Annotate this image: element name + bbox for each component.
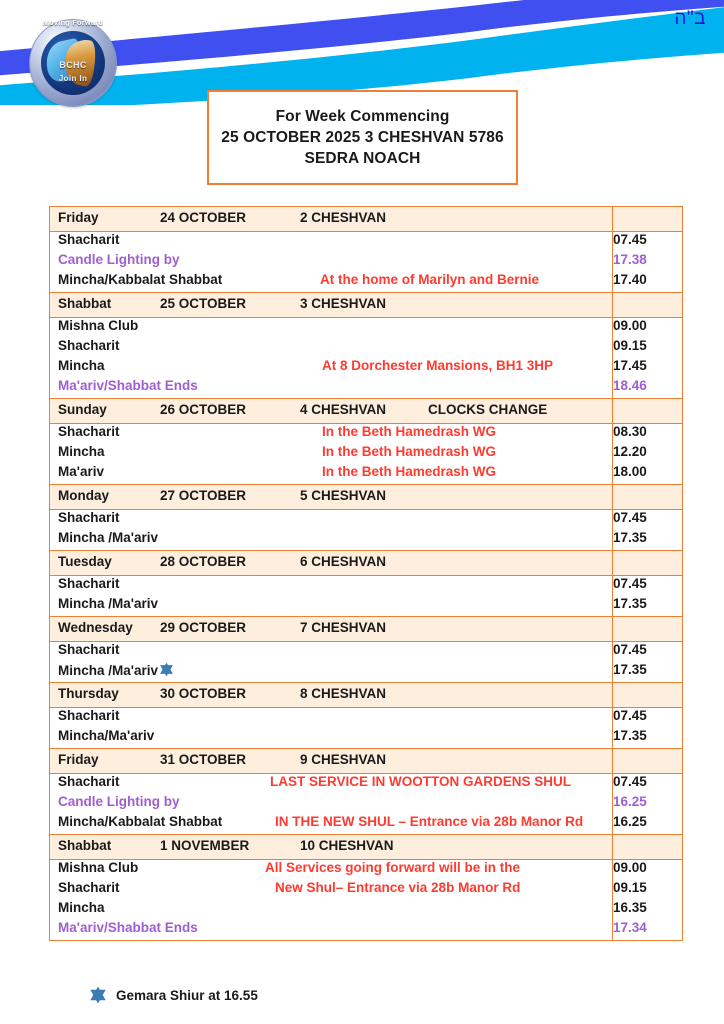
day-header-row <box>50 683 683 708</box>
services-cell <box>50 576 613 617</box>
services-row <box>50 860 683 941</box>
service-time: 16.25 <box>613 794 647 809</box>
hebrew-date: 4 CHESHVAN <box>300 402 387 417</box>
service-line <box>50 358 612 378</box>
service-time: 18.46 <box>613 378 647 393</box>
service-line <box>50 576 612 596</box>
service-line <box>50 774 612 794</box>
day-header-time-cell <box>613 207 683 232</box>
day-header-time-cell <box>613 293 683 318</box>
service-time: 07.45 <box>613 642 647 657</box>
week-title-box <box>207 90 518 185</box>
services-row <box>50 232 683 293</box>
service-line <box>50 272 612 292</box>
service-line <box>50 530 612 550</box>
service-time: 17.35 <box>613 728 647 743</box>
day-header-cell <box>50 399 613 424</box>
day-date: 29 OCTOBER <box>160 620 247 635</box>
times-cell <box>613 774 683 835</box>
day-header-row <box>50 835 683 860</box>
service-label: Ma'ariv/Shabbat Ends <box>58 920 198 935</box>
service-time: 09.00 <box>613 860 647 875</box>
service-label: Mincha /Ma'ariv <box>58 530 158 545</box>
service-line <box>50 252 612 272</box>
service-time: 09.15 <box>613 338 647 353</box>
day-date: 28 OCTOBER <box>160 554 247 569</box>
service-line <box>50 662 612 682</box>
service-line <box>50 880 612 900</box>
service-label: Shacharit <box>58 708 120 723</box>
service-line <box>50 814 612 834</box>
service-line <box>50 920 612 940</box>
hebrew-date: 3 CHESHVAN <box>300 296 387 311</box>
day-header-note: CLOCKS CHANGE <box>428 402 548 417</box>
service-time: 16.25 <box>613 814 647 829</box>
service-label: Shacharit <box>58 774 120 789</box>
day-name: Friday <box>58 210 99 225</box>
service-line <box>50 232 612 252</box>
service-label: Ma'ariv <box>58 464 104 479</box>
title-line-3: SEDRA NOACH <box>304 149 421 167</box>
day-header-time-cell <box>613 835 683 860</box>
service-label: Shacharit <box>58 338 120 353</box>
services-cell <box>50 860 613 941</box>
day-name: Wednesday <box>58 620 133 635</box>
day-name: Tuesday <box>58 554 112 569</box>
service-label: Shacharit <box>58 510 120 525</box>
service-label: Mincha/Kabbalat Shabbat <box>58 272 223 287</box>
service-label-wrap <box>58 662 174 678</box>
service-time: 18.00 <box>613 464 647 479</box>
service-line <box>50 464 612 484</box>
service-label: Shacharit <box>58 642 120 657</box>
service-line <box>50 424 612 444</box>
service-time: 17.35 <box>613 662 647 677</box>
day-name: Monday <box>58 488 110 503</box>
day-header-cell <box>50 617 613 642</box>
day-date: 24 OCTOBER <box>160 210 247 225</box>
day-header-time-cell <box>613 617 683 642</box>
day-date: 31 OCTOBER <box>160 752 247 767</box>
service-note: In the Beth Hamedrash WG <box>322 464 497 479</box>
bh-hebrew-label: ב"ה <box>674 8 706 29</box>
service-time: 07.45 <box>613 232 647 247</box>
service-line <box>50 338 612 358</box>
times-cell <box>613 424 683 485</box>
services-row <box>50 318 683 399</box>
legend-text: Gemara Shiur at 16.55 <box>116 987 258 1003</box>
service-time: 17.35 <box>613 530 647 545</box>
times-cell <box>613 510 683 551</box>
services-row <box>50 708 683 749</box>
service-time: 07.45 <box>613 708 647 723</box>
service-label: Shacharit <box>58 576 120 591</box>
services-cell <box>50 774 613 835</box>
day-header-row <box>50 617 683 642</box>
service-time: 17.38 <box>613 252 647 267</box>
service-line <box>50 794 612 814</box>
times-cell <box>613 576 683 617</box>
logo-top-text: Moving Forward <box>42 18 104 27</box>
service-time: 17.40 <box>613 272 647 287</box>
service-note: IN THE NEW SHUL – Entrance via 28b Manor Rd <box>275 814 584 829</box>
day-header-cell <box>50 485 613 510</box>
service-label: Shacharit <box>58 880 120 895</box>
day-header-cell <box>50 207 613 232</box>
hebrew-date: 6 CHESHVAN <box>300 554 387 569</box>
title-line-2: 25 OCTOBER 2025 3 CHESHVAN 5786 <box>221 128 504 146</box>
title-line-1: For Week Commencing <box>275 107 450 125</box>
service-label: Mincha <box>58 900 105 915</box>
service-label: Mincha /Ma'ariv <box>58 596 158 611</box>
service-label: Candle Lighting by <box>58 794 180 809</box>
service-label: Mishna Club <box>58 860 139 875</box>
hebrew-date: 8 CHESHVAN <box>300 686 387 701</box>
day-header-row <box>50 293 683 318</box>
service-note: In the Beth Hamedrash WG <box>322 424 497 439</box>
services-cell <box>50 424 613 485</box>
service-label: Mincha <box>58 444 105 459</box>
times-cell <box>613 318 683 399</box>
service-time: 07.45 <box>613 576 647 591</box>
day-header-time-cell <box>613 399 683 424</box>
services-row <box>50 576 683 617</box>
service-label: Shacharit <box>58 424 120 439</box>
service-line <box>50 596 612 616</box>
service-time: 07.45 <box>613 510 647 525</box>
day-header-time-cell <box>613 485 683 510</box>
times-cell <box>613 708 683 749</box>
service-time: 17.45 <box>613 358 647 373</box>
services-row <box>50 774 683 835</box>
service-time: 17.35 <box>613 596 647 611</box>
service-line <box>50 378 612 398</box>
service-label: Mincha/Ma'ariv <box>58 728 155 743</box>
star-of-david-icon <box>159 662 174 677</box>
service-note: New Shul– Entrance via 28b Manor Rd <box>275 880 521 895</box>
services-cell <box>50 232 613 293</box>
day-date: 1 NOVEMBER <box>160 838 250 853</box>
service-time: 09.15 <box>613 880 647 895</box>
service-line <box>50 318 612 338</box>
day-date: 27 OCTOBER <box>160 488 247 503</box>
star-of-david-icon <box>89 986 107 1004</box>
day-header-cell <box>50 835 613 860</box>
service-note: At 8 Dorchester Mansions, BH1 3HP <box>322 358 554 373</box>
day-name: Shabbat <box>58 838 112 853</box>
services-row <box>50 424 683 485</box>
day-header-cell <box>50 749 613 774</box>
day-header-time-cell <box>613 683 683 708</box>
service-time: 09.00 <box>613 318 647 333</box>
service-line <box>50 708 612 728</box>
day-date: 25 OCTOBER <box>160 296 247 311</box>
service-note: All Services going forward will be in the <box>265 860 521 875</box>
service-line <box>50 900 612 920</box>
service-label: Mincha /Ma'ariv <box>58 663 158 678</box>
day-header-cell <box>50 551 613 576</box>
day-name: Thursday <box>58 686 119 701</box>
service-time: 12.20 <box>613 444 647 459</box>
service-label: Mishna Club <box>58 318 139 333</box>
service-label: Ma'ariv/Shabbat Ends <box>58 378 198 393</box>
logo-mid-text: BCHC <box>59 60 87 70</box>
day-header-time-cell <box>613 551 683 576</box>
day-header-cell <box>50 683 613 708</box>
times-cell <box>613 232 683 293</box>
service-label: Shacharit <box>58 232 120 247</box>
services-cell <box>50 708 613 749</box>
day-name: Shabbat <box>58 296 112 311</box>
hebrew-date: 5 CHESHVAN <box>300 488 387 503</box>
services-row <box>50 510 683 551</box>
logo-bottom-text: Join In <box>58 74 88 83</box>
service-time: 16.35 <box>613 900 647 915</box>
service-label: Candle Lighting by <box>58 252 180 267</box>
hebrew-date: 2 CHESHVAN <box>300 210 387 225</box>
service-line <box>50 642 612 662</box>
services-row <box>50 642 683 683</box>
service-time: 08.30 <box>613 424 647 439</box>
services-cell <box>50 510 613 551</box>
day-header-row <box>50 485 683 510</box>
service-times-table <box>49 206 683 941</box>
bchc-logo <box>30 20 116 106</box>
hebrew-date: 10 CHESHVAN <box>300 838 394 853</box>
day-name: Sunday <box>58 402 107 417</box>
day-header-cell <box>50 293 613 318</box>
service-label: Mincha/Kabbalat Shabbat <box>58 814 223 829</box>
service-line <box>50 728 612 748</box>
day-header-row <box>50 399 683 424</box>
hebrew-date: 7 CHESHVAN <box>300 620 387 635</box>
hebrew-date: 9 CHESHVAN <box>300 752 387 767</box>
day-date: 30 OCTOBER <box>160 686 247 701</box>
day-header-row <box>50 207 683 232</box>
service-time: 07.45 <box>613 774 647 789</box>
services-cell <box>50 318 613 399</box>
times-cell <box>613 860 683 941</box>
service-note: LAST SERVICE IN WOOTTON GARDENS SHUL <box>270 774 572 789</box>
service-line <box>50 444 612 464</box>
service-time: 17.34 <box>613 920 647 935</box>
day-header-row <box>50 551 683 576</box>
legend <box>88 986 258 1004</box>
day-header-row <box>50 749 683 774</box>
service-note: In the Beth Hamedrash WG <box>322 444 497 459</box>
service-label: Mincha <box>58 358 105 373</box>
service-line <box>50 860 612 880</box>
services-cell <box>50 642 613 683</box>
service-line <box>50 510 612 530</box>
day-date: 26 OCTOBER <box>160 402 247 417</box>
day-header-time-cell <box>613 749 683 774</box>
times-cell <box>613 642 683 683</box>
day-name: Friday <box>58 752 99 767</box>
service-note: At the home of Marilyn and Bernie <box>320 272 540 287</box>
